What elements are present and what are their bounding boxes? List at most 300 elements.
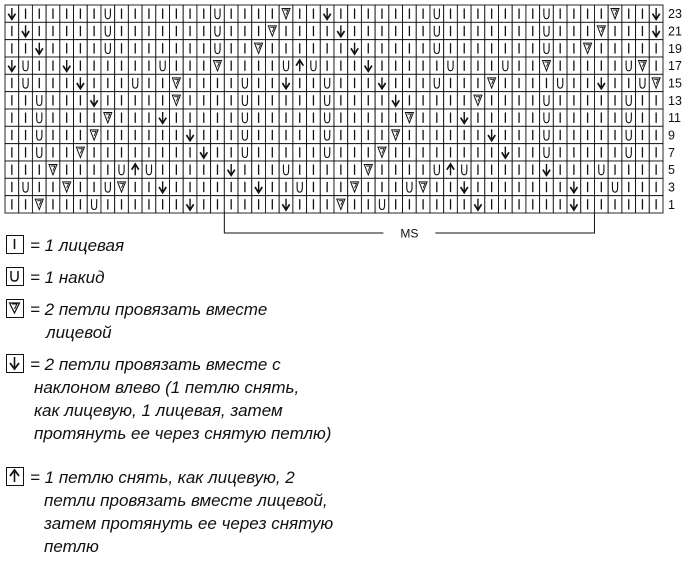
knit-cell (608, 109, 622, 126)
knit-cell (416, 5, 430, 22)
yarn-over-cell (142, 161, 156, 178)
knit-cell (636, 178, 650, 195)
yarn-over-cell (279, 161, 293, 178)
knit-cell (444, 144, 458, 161)
knit-cell (622, 178, 636, 195)
knit-cell (649, 57, 663, 74)
knit-cell (252, 92, 266, 109)
yarn-over-cell (238, 144, 252, 161)
yarn-over-cell (238, 74, 252, 91)
k2tog-cell (60, 178, 74, 195)
knit-cell (252, 22, 266, 39)
yarn-over-icon (6, 267, 24, 286)
knit-cell (211, 144, 225, 161)
yarn-over-cell (403, 178, 417, 195)
left-slant-decrease-cell (183, 126, 197, 143)
left-slant-decrease-cell (5, 57, 19, 74)
knit-cell (46, 126, 60, 143)
knit-cell (170, 22, 184, 39)
knit-cell (348, 92, 362, 109)
knit-cell (156, 126, 170, 143)
knit-cell (444, 196, 458, 213)
left-slant-decrease-cell (60, 57, 74, 74)
k2tog-icon (6, 299, 24, 318)
k2tog-cell (46, 161, 60, 178)
knit-cell (19, 92, 33, 109)
knit-cell (457, 196, 471, 213)
k2tog-cell (403, 109, 417, 126)
yarn-over-cell (156, 57, 170, 74)
knit-cell (375, 161, 389, 178)
knit-cell (265, 74, 279, 91)
knit-cell (238, 196, 252, 213)
knit-cell (115, 57, 129, 74)
knit-cell (128, 22, 142, 39)
knit-cell (74, 40, 88, 57)
knit-cell (60, 22, 74, 39)
knit-cell (361, 144, 375, 161)
legend-knit-text: = 1 лицевая (30, 236, 125, 255)
legend-sk2p-line1: = 1 петлю снять, как лицевую, 2 (30, 468, 295, 487)
knit-cell (156, 196, 170, 213)
knit-cell (115, 5, 129, 22)
left-slant-decrease-cell (594, 74, 608, 91)
knit-cell (46, 57, 60, 74)
row-number: 23 (668, 7, 682, 22)
knit-cell (156, 74, 170, 91)
knit-cell (636, 109, 650, 126)
double-decrease-icon (6, 467, 24, 486)
yarn-over-cell (238, 126, 252, 143)
left-slant-decrease-cell (348, 40, 362, 57)
knit-cell (581, 57, 595, 74)
knit-cell (60, 126, 74, 143)
knit-cell (512, 126, 526, 143)
yarn-over-cell (279, 57, 293, 74)
left-slant-decrease-cell (156, 109, 170, 126)
knit-cell (293, 74, 307, 91)
knit-cell (197, 161, 211, 178)
left-slant-decrease-cell (334, 22, 348, 39)
row-number: 15 (668, 76, 682, 91)
knit-cell (211, 161, 225, 178)
k2tog-cell (170, 92, 184, 109)
k2tog-cell (375, 144, 389, 161)
knit-cell (567, 57, 581, 74)
knit-cell (252, 5, 266, 22)
knit-cell (334, 92, 348, 109)
repeat-bracket-left (224, 213, 383, 233)
knit-cell (581, 74, 595, 91)
knit-cell (46, 22, 60, 39)
double-decrease-cell (128, 161, 142, 178)
knit-cell (622, 196, 636, 213)
knit-cell (293, 161, 307, 178)
knit-cell (594, 144, 608, 161)
knit-cell (115, 196, 129, 213)
knit-cell (389, 178, 403, 195)
knit-cell (293, 22, 307, 39)
knit-cell (389, 109, 403, 126)
knit-cell (5, 161, 19, 178)
knit-cell (526, 74, 540, 91)
knit-cell (183, 57, 197, 74)
k2tog-cell (471, 92, 485, 109)
knit-cell (224, 57, 238, 74)
knit-cell (485, 161, 499, 178)
knit-cell (238, 161, 252, 178)
legend-k2tog-line2: лицевой (46, 323, 112, 342)
yarn-over-cell (32, 126, 46, 143)
knit-cell (526, 109, 540, 126)
knit-cell (238, 5, 252, 22)
knit-cell (211, 74, 225, 91)
knit-cell (156, 92, 170, 109)
knit-cell (471, 161, 485, 178)
k2tog-cell (416, 178, 430, 195)
k2tog-cell (170, 74, 184, 91)
knit-cell (128, 109, 142, 126)
knit-cell (553, 144, 567, 161)
knit-cell (636, 22, 650, 39)
yarn-over-cell (238, 109, 252, 126)
knit-cell (526, 22, 540, 39)
knit-cell (46, 109, 60, 126)
knit-cell (334, 178, 348, 195)
knit-cell (471, 5, 485, 22)
knit-cell (499, 74, 513, 91)
k2tog-cell (252, 40, 266, 57)
yarn-over-cell (430, 22, 444, 39)
knit-cell (348, 74, 362, 91)
knit-cell (403, 74, 417, 91)
knit-cell (128, 5, 142, 22)
knit-cell (430, 92, 444, 109)
knit-cell (485, 196, 499, 213)
knit-cell (334, 5, 348, 22)
knit-cell (334, 40, 348, 57)
knit-cell (649, 161, 663, 178)
row-number: 1 (668, 197, 675, 212)
knit-cell (197, 92, 211, 109)
knit-cell (279, 22, 293, 39)
knit-cell (32, 57, 46, 74)
knit-cell (238, 40, 252, 57)
knit-cell (348, 196, 362, 213)
knit-cell (622, 5, 636, 22)
knit-cell (74, 57, 88, 74)
yarn-over-cell (32, 109, 46, 126)
knit-cell (471, 40, 485, 57)
knit-cell (403, 196, 417, 213)
yarn-over-cell (430, 74, 444, 91)
knit-cell (224, 92, 238, 109)
knit-cell (60, 144, 74, 161)
knit-cell (101, 92, 115, 109)
knit-cell (307, 178, 321, 195)
knit-cell (416, 40, 430, 57)
k2tog-cell (608, 5, 622, 22)
knit-cell (87, 5, 101, 22)
legend-yarn-over-text: = 1 накид (30, 268, 105, 287)
row-number: 17 (668, 59, 682, 74)
knit-cell (430, 126, 444, 143)
knit-cell (444, 109, 458, 126)
row-number: 11 (668, 111, 681, 126)
knit-cell (553, 22, 567, 39)
knit-cell (115, 109, 129, 126)
yarn-over-cell (540, 92, 554, 109)
knit-cell (471, 74, 485, 91)
knit-cell (526, 40, 540, 57)
knit-cell (636, 144, 650, 161)
knit-cell (499, 92, 513, 109)
knit-cell (553, 161, 567, 178)
knit-cell (293, 5, 307, 22)
knit-cell (252, 57, 266, 74)
knit-cell (211, 178, 225, 195)
knit-cell (279, 178, 293, 195)
knit-cell (142, 22, 156, 39)
knit-cell (416, 109, 430, 126)
left-slant-decrease-cell (74, 74, 88, 91)
knit-cell (115, 22, 129, 39)
knit-cell (87, 178, 101, 195)
knit-cell (265, 144, 279, 161)
knit-cell (128, 178, 142, 195)
yarn-over-cell (622, 144, 636, 161)
knit-cell (128, 126, 142, 143)
knit-cell (238, 57, 252, 74)
knit-cell (101, 144, 115, 161)
knit-cell (375, 178, 389, 195)
knit-cell (197, 57, 211, 74)
knit-cell (430, 109, 444, 126)
knit-cell (224, 196, 238, 213)
left-slant-decrease-cell (279, 196, 293, 213)
knit-cell (567, 92, 581, 109)
knit-cell (128, 40, 142, 57)
knit-cell (307, 144, 321, 161)
k2tog-cell (581, 40, 595, 57)
yarn-over-cell (101, 178, 115, 195)
yarn-over-cell (128, 74, 142, 91)
knit-cell (485, 40, 499, 57)
yarn-over-cell (540, 5, 554, 22)
left-slant-decrease-cell (375, 74, 389, 91)
knit-cell (499, 161, 513, 178)
knit-cell (512, 74, 526, 91)
knit-cell (636, 40, 650, 57)
knit-cell (142, 144, 156, 161)
knit-cell (87, 22, 101, 39)
knit-cell (581, 126, 595, 143)
yarn-over-cell (540, 40, 554, 57)
knit-cell (320, 40, 334, 57)
knit-cell (636, 196, 650, 213)
knit-cell (526, 144, 540, 161)
knit-cell (348, 126, 362, 143)
knit-cell (19, 196, 33, 213)
knit-cell (101, 126, 115, 143)
knit-cell (128, 144, 142, 161)
knit-cell (581, 109, 595, 126)
knit-cell (553, 40, 567, 57)
knit-cell (444, 178, 458, 195)
knit-cell (581, 178, 595, 195)
knit-cell (238, 178, 252, 195)
knit-cell (649, 126, 663, 143)
knit-cell (567, 109, 581, 126)
knit-cell (594, 92, 608, 109)
knit-cell (307, 196, 321, 213)
knit-cell (32, 161, 46, 178)
knit-cell (183, 109, 197, 126)
knit-cell (361, 126, 375, 143)
yarn-over-cell (238, 92, 252, 109)
knit-cell (553, 126, 567, 143)
knit-cell (608, 92, 622, 109)
knit-cell (183, 22, 197, 39)
yarn-over-cell (211, 5, 225, 22)
knit-cell (567, 22, 581, 39)
knit-cell (526, 161, 540, 178)
knit-cell (471, 57, 485, 74)
knit-cell (46, 5, 60, 22)
knit-cell (471, 109, 485, 126)
yarn-over-cell (622, 57, 636, 74)
knit-cell (142, 74, 156, 91)
legend-sk2p-line4: петлю (44, 537, 99, 556)
knit-cell (224, 178, 238, 195)
knit-cell (197, 74, 211, 91)
yarn-over-cell (293, 178, 307, 195)
knit-cell (430, 57, 444, 74)
double-decrease-cell (293, 57, 307, 74)
knit-cell (5, 109, 19, 126)
knit-cell (252, 161, 266, 178)
knit-cell (526, 196, 540, 213)
knit-cell (444, 22, 458, 39)
knit-cell (224, 109, 238, 126)
knit-cell (348, 22, 362, 39)
knit-cell (156, 40, 170, 57)
knit-cell (608, 126, 622, 143)
knit-cell (608, 40, 622, 57)
knit-cell (307, 126, 321, 143)
left-slant-decrease-cell (19, 22, 33, 39)
knit-cell (512, 196, 526, 213)
knit-cell (170, 109, 184, 126)
knit-cell (553, 5, 567, 22)
knit-cell (46, 74, 60, 91)
yarn-over-cell (540, 126, 554, 143)
left-slant-decrease-cell (457, 178, 471, 195)
knit-cell (389, 57, 403, 74)
knit-cell (265, 92, 279, 109)
yarn-over-cell (444, 57, 458, 74)
knit-cell (553, 57, 567, 74)
knit-cell (375, 109, 389, 126)
knit-cell (46, 92, 60, 109)
k2tog-cell (32, 196, 46, 213)
knit-cell (170, 178, 184, 195)
knit-cell (307, 40, 321, 57)
knit-cell (622, 74, 636, 91)
knit-cell (444, 126, 458, 143)
knit-cell (197, 126, 211, 143)
knit-cell (60, 92, 74, 109)
knit-cell (183, 40, 197, 57)
knit-cell (115, 126, 129, 143)
knit-cell (430, 144, 444, 161)
knit-cell (553, 109, 567, 126)
knit-cell (403, 126, 417, 143)
knit-cell (307, 109, 321, 126)
legend-ssk-line1: = 2 петли провязать вместе с (30, 355, 281, 374)
knit-cell (594, 126, 608, 143)
knit-cell (74, 178, 88, 195)
knit-cell (19, 40, 33, 57)
yarn-over-cell (19, 178, 33, 195)
knit-cell (471, 144, 485, 161)
yarn-over-cell (115, 161, 129, 178)
knit-cell (622, 22, 636, 39)
yarn-over-cell (101, 40, 115, 57)
knit-cell (361, 5, 375, 22)
knit-cell (32, 5, 46, 22)
knit-cell (389, 144, 403, 161)
knit-cell (636, 92, 650, 109)
knit-cell (485, 57, 499, 74)
knit-cell (457, 144, 471, 161)
yarn-over-cell (320, 144, 334, 161)
knit-cell (594, 40, 608, 57)
knit-cell (307, 92, 321, 109)
knit-cell (499, 5, 513, 22)
knit-cell (334, 126, 348, 143)
knit-cell (60, 40, 74, 57)
row-number: 9 (668, 128, 675, 143)
knit-cell (5, 40, 19, 57)
knit-cell (224, 144, 238, 161)
knit-cell (74, 126, 88, 143)
knit-cell (128, 57, 142, 74)
knit-cell (183, 178, 197, 195)
knit-cell (101, 74, 115, 91)
knit-cell (87, 57, 101, 74)
knit-cell (389, 22, 403, 39)
k2tog-cell (636, 57, 650, 74)
left-slant-decrease-cell (485, 126, 499, 143)
yarn-over-cell (430, 40, 444, 57)
knit-cell (265, 126, 279, 143)
k2tog-cell (594, 22, 608, 39)
knit-cell (183, 5, 197, 22)
knit-cell (512, 40, 526, 57)
k2tog-cell (485, 74, 499, 91)
yarn-over-cell (101, 22, 115, 39)
knit-cell (19, 109, 33, 126)
knit-cell (60, 5, 74, 22)
knit-cell (636, 5, 650, 22)
knit-cell (403, 22, 417, 39)
knit-cell (485, 22, 499, 39)
knit-cell (416, 74, 430, 91)
knit-cell (101, 57, 115, 74)
knit-cell (457, 74, 471, 91)
knit-cell (512, 178, 526, 195)
